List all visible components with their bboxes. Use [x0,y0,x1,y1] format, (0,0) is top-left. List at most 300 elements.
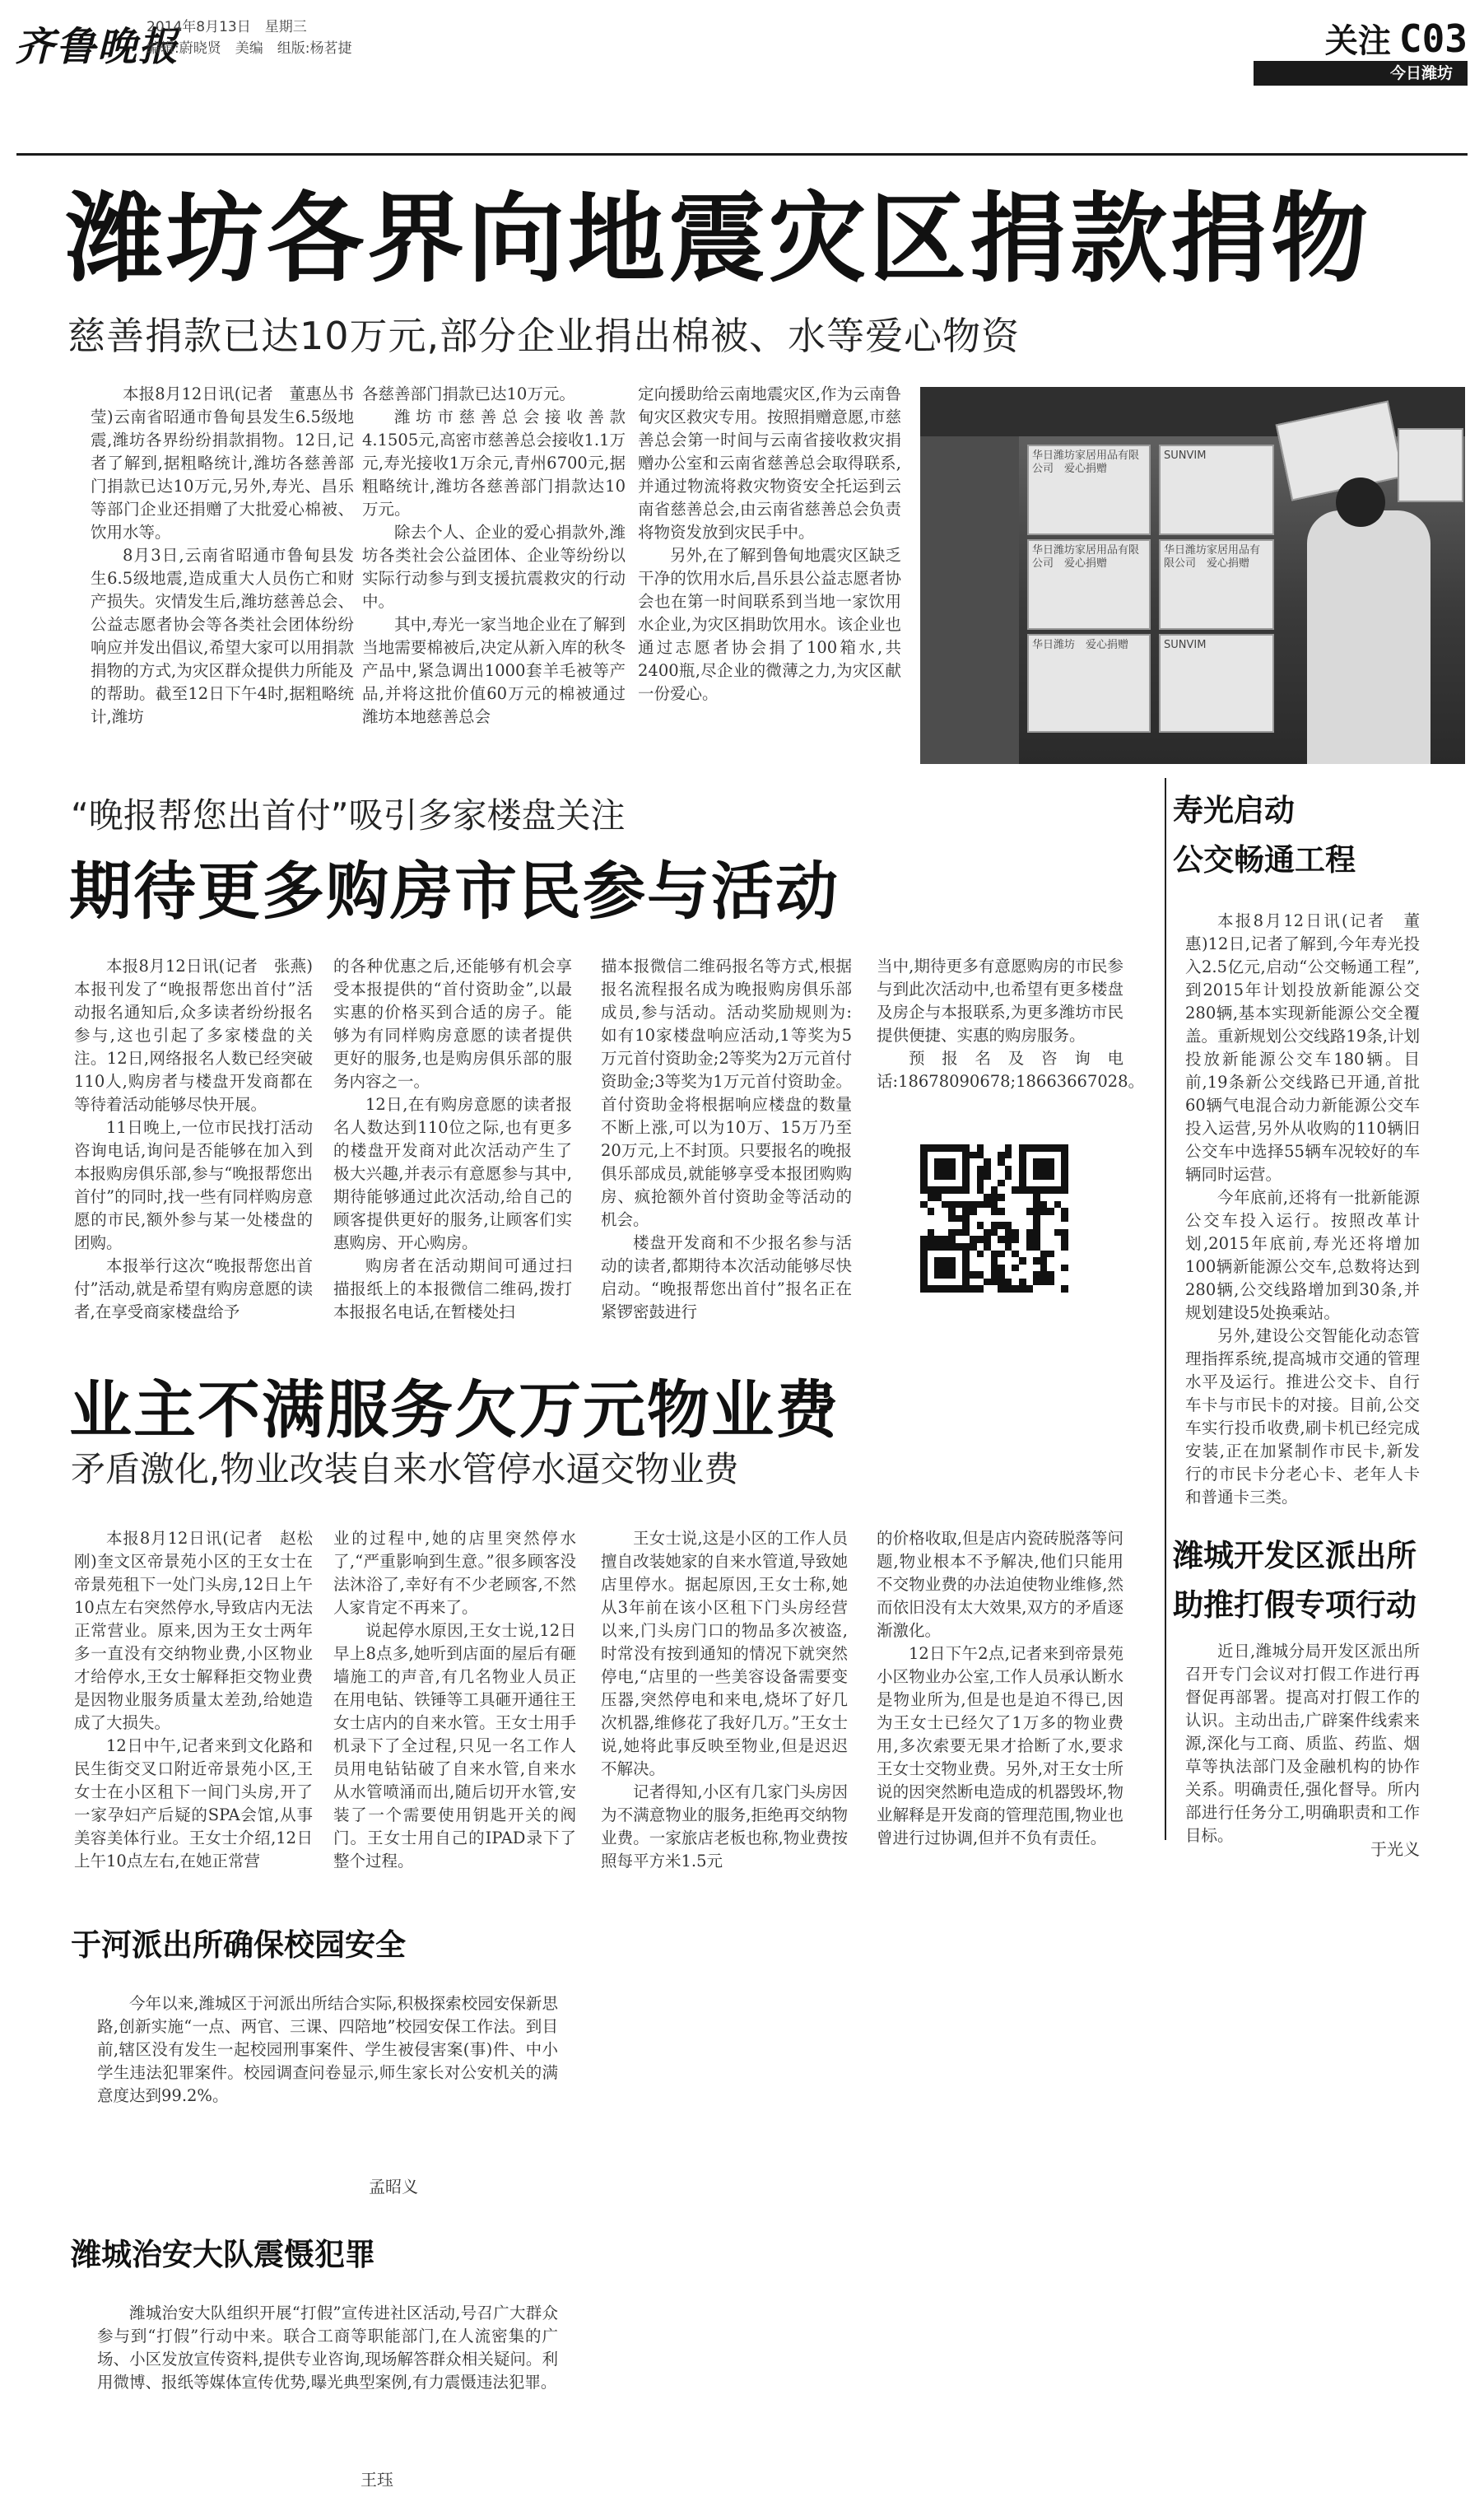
qr-module [1054,1144,1062,1152]
qr-module [956,1229,963,1237]
qr-module [1033,1152,1040,1159]
qr-module [998,1201,1005,1209]
qr-module [998,1265,1005,1272]
qr-module [948,1186,956,1194]
qr-module [998,1215,1005,1223]
qr-module [984,1279,991,1286]
qr-module [977,1208,984,1215]
qr-module [934,1152,942,1159]
qr-module [1019,1251,1026,1258]
qr-module [1061,1172,1068,1180]
qr-module [977,1158,984,1166]
qr-module [1061,1236,1068,1243]
qr-module [1047,1186,1054,1194]
qr-module [970,1180,977,1187]
lead-headline: 潍坊各界向地震灾区捐款捐物 [66,182,1372,296]
qr-module [970,1144,977,1152]
qr-module [942,1251,949,1258]
qr-module [1005,1251,1012,1258]
staff-line: 编辑:蔚晓贤 美编 组版:杨茗捷 [147,40,352,57]
qr-module [984,1251,991,1258]
side1-para-1: 本报8月12日讯(记者 董惠)12日,记者了解到,今年寿光投入2.5亿元,启动“公交畅通工程”,到2015年计划投放新能源公交280辆,基本实现新能源公交全覆盖。重新规划公交线路19条,计划投放新能源公交车180辆。目前,19条新公交线路已开通,首批60辆气电混合动力新能源公交车投入运营,另外从收购的110辆旧公交车中选择55辆车况较好的车辆同时运营。 [1185,911,1420,1184]
qr-module [970,1251,977,1258]
qr-module [1005,1271,1012,1279]
qr-module [1005,1285,1012,1293]
qr-module [991,1172,998,1180]
qr-module [948,1229,956,1237]
qr-module [1026,1229,1034,1237]
qr-module [1005,1180,1012,1187]
qr-module [920,1285,928,1293]
qr-module [1005,1201,1012,1209]
qr-module [1040,1243,1048,1251]
qr-module [1026,1201,1034,1209]
qr-module [928,1279,935,1286]
qr-module [970,1243,977,1251]
qr-module [1047,1158,1054,1166]
qr-module [991,1201,998,1209]
story3-column-3 [601,1527,848,1870]
qr-module [962,1144,970,1152]
brief1-byline: 孟昭义 [369,2177,418,2197]
qr-module [948,1194,956,1201]
qr-module [1005,1208,1012,1215]
qr-module [1047,1144,1054,1152]
qr-module [1047,1265,1054,1272]
qr-module [970,1158,977,1166]
qr-module [1054,1208,1062,1215]
qr-module [970,1285,977,1293]
qr-module [1047,1215,1054,1223]
qr-module [962,1285,970,1293]
qr-module [1026,1271,1034,1279]
qr-module [928,1201,935,1209]
qr-module [977,1243,984,1251]
qr-module [948,1201,956,1209]
qr-module [1019,1271,1026,1279]
qr-module [942,1208,949,1215]
qr-module [998,1194,1005,1201]
brief2-byline: 王珏 [361,2470,393,2490]
side1-headline [1173,786,1444,885]
qr-module [928,1152,935,1159]
qr-module [1054,1222,1062,1229]
qr-module [934,1201,942,1209]
qr-code[interactable] [920,1144,1068,1293]
qr-module [984,1158,991,1166]
qr-module [970,1236,977,1243]
qr-module [1054,1166,1062,1173]
qr-module [1040,1186,1048,1194]
qr-module [984,1215,991,1223]
qr-module [1033,1201,1040,1209]
qr-module [991,1279,998,1286]
story3-para-2: 12日中午,记者来到文化路和民生街交叉口附近帝景苑小区,王女士在小区租下一间门头房,开了一家孕妇产后疑的SPA会馆,从事美容美体行业。王女士介绍,12日上午10点左右,在她正常营 [74,1736,313,1870]
qr-module [962,1152,970,1159]
qr-module [1012,1208,1019,1215]
qr-module [1033,1186,1040,1194]
qr-module [991,1186,998,1194]
qr-module [977,1257,984,1265]
qr-module [928,1208,935,1215]
qr-module [1061,1229,1068,1237]
qr-module [956,1236,963,1243]
qr-module [1012,1201,1019,1209]
qr-module [948,1158,956,1166]
qr-module [1054,1236,1062,1243]
qr-module [1054,1243,1062,1251]
qr-module [934,1215,942,1223]
qr-module [1033,1257,1040,1265]
qr-module [928,1166,935,1173]
side2-headline-line-1: 潍城开发区派出所 [1173,1538,1417,1573]
qr-module [942,1172,949,1180]
qr-module [928,1236,935,1243]
lead-para-2: 8月3日,云南省昭通市鲁甸县发生6.5级地震,造成重大人员伤亡和财产损失。灾情发生后,潍坊慈善总会、公益志愿者协会等各类社会团体纷纷响应并发出倡议,希望大家可以用捐款捐物的方式,为灾区群众提供力所能及的帮助。截至12日下午4时,据粗略统计,潍坊 [91,546,354,726]
qr-module [956,1194,963,1201]
qr-module [956,1180,963,1187]
qr-module [998,1285,1005,1293]
qr-module [998,1180,1005,1187]
qr-module [920,1144,928,1152]
qr-module [1047,1222,1054,1229]
qr-module [1012,1180,1019,1187]
qr-module [984,1180,991,1187]
qr-module [1012,1152,1019,1159]
qr-module [984,1271,991,1279]
qr-module [998,1158,1005,1166]
story3-para-7: 的价格收取,但是店内瓷砖脱落等问题,物业根本不予解决,他们只能用不交物业费的办法迫使物业维修,然而依旧没有太大效果,双方的矛盾逐渐激化。 [877,1529,1123,1640]
qr-module [1033,1271,1040,1279]
qr-module [942,1257,949,1265]
qr-module [1061,1180,1068,1187]
qr-module [1005,1257,1012,1265]
qr-module [1040,1208,1048,1215]
qr-module [1019,1166,1026,1173]
qr-module [1019,1180,1026,1187]
qr-module [1054,1172,1062,1180]
qr-module [934,1279,942,1286]
qr-module [1047,1172,1054,1180]
qr-module [934,1166,942,1173]
qr-module [1054,1279,1062,1286]
qr-module [956,1251,963,1258]
qr-module [998,1243,1005,1251]
qr-module [984,1194,991,1201]
qr-module [1061,1186,1068,1194]
qr-module [956,1166,963,1173]
qr-module [934,1194,942,1201]
qr-module [962,1201,970,1209]
brief1-body [97,1992,558,2149]
qr-module [928,1144,935,1152]
qr-module [1061,1222,1068,1229]
qr-module [1040,1222,1048,1229]
qr-module [956,1172,963,1180]
qr-module [1019,1236,1026,1243]
qr-module [1054,1186,1062,1194]
qr-module [934,1222,942,1229]
worker-figure [1307,510,1431,764]
qr-module [1040,1285,1048,1293]
qr-module [956,1265,963,1272]
qr-module [977,1222,984,1229]
qr-module [1061,1257,1068,1265]
qr-module [984,1172,991,1180]
qr-module [942,1166,949,1173]
side1-headline-line-2: 公交畅通工程 [1173,842,1356,878]
qr-module [1054,1201,1062,1209]
lead-para-3: 各慈善部门捐款已达10万元。 [362,384,575,403]
qr-module [1047,1285,1054,1293]
qr-module [970,1208,977,1215]
qr-module [942,1265,949,1272]
qr-module [1040,1158,1048,1166]
story2-column-2 [333,955,572,1334]
qr-module [1012,1265,1019,1272]
box-label: 华日潍坊家居用品有限公司 爱心捐赠 [1032,450,1140,475]
box-5 [1159,539,1274,630]
qr-module [1054,1152,1062,1159]
qr-module [1033,1236,1040,1243]
qr-module [1047,1251,1054,1258]
qr-module [1040,1152,1048,1159]
qr-module [1012,1215,1019,1223]
qr-module [1026,1144,1034,1152]
qr-module [984,1285,991,1293]
qr-module [1054,1285,1062,1293]
qr-module [1047,1208,1054,1215]
qr-module [991,1158,998,1166]
qr-module [1061,1201,1068,1209]
qr-module [1054,1265,1062,1272]
qr-module [934,1158,942,1166]
qr-module [920,1166,928,1173]
qr-module [1026,1180,1034,1187]
qr-module [1026,1279,1034,1286]
side1-para-2: 今年底前,还将有一批新能源公交车投入运行。按照改革计划,2015年底前,寿光还将增加100辆新能源公交车,总数将达到280辆,公交线路增加到30条,并规划建设5处换乘站。 [1185,1188,1420,1322]
lead-para-6: 其中,寿光一家当地企业在了解到当地需要棉被后,决定从新入库的秋冬产品中,紧急调出1000套羊毛被等产品,并将这批价值60万元的棉被通过潍坊本地慈善总会 [362,615,626,726]
qr-module [1012,1186,1019,1194]
qr-module [1040,1265,1048,1272]
qr-module [948,1180,956,1187]
qr-module [1026,1194,1034,1201]
qr-module [1033,1144,1040,1152]
qr-module [1019,1208,1026,1215]
qr-module [934,1144,942,1152]
qr-module [942,1285,949,1293]
qr-module [948,1215,956,1223]
qr-module [977,1186,984,1194]
qr-module [1026,1186,1034,1194]
qr-module [956,1222,963,1229]
newspaper-logo: 齐鲁晚报 [15,24,180,70]
qr-module [1012,1222,1019,1229]
story3-para-8: 12日下午2点,记者来到帝景苑小区物业办公室,工作人员承认断水是物业所为,但是也是迫不得已,因为王女士已经欠了1万多的物业费用,多次索要无果才拾断了水,要求王女士交物业费。另外,对王女士所说的因突然断电造成的机器毁坏,物业解释是开发商的管理范围,物业也曾进行过协调,但并不负有责任。 [877,1644,1123,1847]
qr-module [977,1194,984,1201]
qr-module [1012,1144,1019,1152]
box-label: 华日潍坊家居用品有限公司 爱心捐赠 [1164,544,1261,570]
side2-headline [1173,1531,1457,1630]
qr-module [970,1194,977,1201]
qr-module [970,1166,977,1173]
qr-module [991,1236,998,1243]
qr-module [1054,1158,1062,1166]
qr-module [1012,1285,1019,1293]
qr-module [1047,1229,1054,1237]
qr-module [1005,1152,1012,1159]
story2-para-6: 购房者在活动期间可通过扫描报纸上的本报微信二维码,拨打本报报名电话,在暂楼处扫 [333,1256,572,1321]
qr-module [962,1265,970,1272]
qr-module [934,1236,942,1243]
lead-para-8: 另外,在了解到鲁甸地震灾区缺乏干净的饮用水后,昌乐县公益志愿者协会也在第一时间联系到当地一家饮用水企业,为灾区捐助饮用水。该企业也通过志愿者协会捐了100箱水,共2400瓶,尽企业的微薄之力,为灾区献一份爱心。 [638,546,901,703]
qr-module [1047,1180,1054,1187]
qr-module [962,1236,970,1243]
box-label: SUNVIM [1164,639,1207,651]
qr-module [1012,1172,1019,1180]
qr-module [920,1265,928,1272]
qr-module [962,1229,970,1237]
qr-module [984,1152,991,1159]
qr-module [1040,1279,1048,1286]
brief2-body [97,2302,558,2458]
qr-module [1047,1194,1054,1201]
qr-module [962,1186,970,1194]
qr-module [962,1271,970,1279]
qr-module [1033,1172,1040,1180]
qr-module [920,1201,928,1209]
qr-module [962,1180,970,1187]
qr-module [928,1243,935,1251]
qr-module [984,1236,991,1243]
box-1 [1027,445,1151,535]
qr-module [942,1180,949,1187]
qr-module [1026,1172,1034,1180]
qr-module [1061,1166,1068,1173]
qr-module [998,1186,1005,1194]
qr-module [991,1271,998,1279]
side2-byline: 于光义 [1370,1839,1420,1859]
qr-module [1005,1144,1012,1152]
qr-module [1061,1144,1068,1152]
qr-module [984,1144,991,1152]
qr-module [920,1158,928,1166]
story3-column-4 [877,1527,1123,1865]
qr-module [1019,1194,1026,1201]
qr-module [970,1172,977,1180]
qr-module [998,1236,1005,1243]
qr-module [991,1243,998,1251]
qr-module [962,1208,970,1215]
masthead-meta [147,16,351,59]
qr-module [928,1251,935,1258]
qr-module [1061,1152,1068,1159]
qr-module [1047,1279,1054,1286]
qr-module [934,1257,942,1265]
story2-para-7: 描本报微信二维码报名等方式,根据报名流程报名成为晚报购房俱乐部成员,参与活动。活动奖励规则为:如有10家楼盘响应活动,1等奖为5万元首付资助金;2等奖为2万元首付资助金;3等奖为1万元首付资助金。首付资助金将根据响应楼盘的数量不断上涨,可以为10万、15万乃至20万元,上不封顶。只要报名的晚报俱乐部成员,就能够享受本报团购购房、疯抢额外首付资助金等活动的机会。 [601,957,852,1229]
qr-module [1026,1257,1034,1265]
qr-module [991,1152,998,1159]
side1-body [1185,910,1420,1507]
brief2-para: 潍城治安大队组织开展“打假”宣传进社区活动,号召广大群众参与到“打假”行动中来。联合工商等职能部门,在人流密集的广场、小区发放宣传资料,提供专业咨询,现场解答群众相关疑问。利用微博、报纸等媒体宣传优势,曝光典型案例,有力震慑违法犯罪。 [97,2304,558,2392]
qr-module [1054,1194,1062,1201]
qr-module [948,1257,956,1265]
story2-para-10: 预报名及咨询电话:18678090678;18663667028。 [877,1049,1145,1091]
qr-module [1005,1186,1012,1194]
qr-module [920,1229,928,1237]
qr-module [977,1172,984,1180]
qr-module [977,1229,984,1237]
qr-module [1005,1215,1012,1223]
lead-para-7: 定向援助给云南地震灾区,作为云南鲁甸灾区救灾专用。按照捐赠意愿,市慈善总会第一时间与云南省接收救灾捐赠办公室和云南省慈善总会取得联系,并通过物流将救灾物资安全托运到云南省慈善总会,由云南省慈善总会负责将物资发放到灾民手中。 [638,384,901,542]
story3-para-1: 本报8月12日讯(记者 赵松刚)奎文区帝景苑小区的王女士在帝景苑租下一处门头房,12日上午10点左右突然停水,导致店内无法正常营业。原来,因为王女士两年多一直没有交纳物业费,小区物业才给停水,王女士解释拒交物业费是因物业服务质量太差劲,给她造成了大损失。 [74,1529,313,1732]
qr-module [1019,1265,1026,1272]
qr-module [1019,1144,1026,1152]
side2-para-1: 近日,潍城分局开发区派出所召开专门会议对打假工作进行再督促再部署。提高对打假工作的认识。主动出击,广辟案件线索来源,深化与工商、质监、药监、烟草等执法部门及金融机构的协作关系。明确责任,强化督导。所内部进行任务分工,明确职责和工作目标。 [1185,1642,1420,1845]
lead-column-3 [638,383,901,766]
qr-module [920,1236,928,1243]
qr-module [1012,1236,1019,1243]
box-label: 华日潍坊 爱心捐赠 [1032,639,1129,651]
qr-module [948,1166,956,1173]
truck-door [920,436,1019,764]
qr-module [1005,1229,1012,1237]
qr-module [1005,1194,1012,1201]
qr-module [991,1194,998,1201]
qr-module [1061,1251,1068,1258]
qr-module [970,1201,977,1209]
qr-module [1033,1279,1040,1286]
qr-module [948,1271,956,1279]
qr-module [970,1186,977,1194]
qr-module [1026,1166,1034,1173]
qr-module [1054,1229,1062,1237]
qr-module [1061,1194,1068,1201]
qr-module [948,1208,956,1215]
qr-module [956,1144,963,1152]
qr-module [1054,1180,1062,1187]
qr-module [1026,1236,1034,1243]
qr-module [1061,1208,1068,1215]
qr-module [1012,1166,1019,1173]
qr-module [920,1271,928,1279]
qr-module [1019,1201,1026,1209]
qr-module [984,1257,991,1265]
qr-module [948,1144,956,1152]
qr-module [1026,1158,1034,1166]
qr-module [1005,1222,1012,1229]
brief1-para: 今年以来,潍城区于河派出所结合实际,积极探索校园安保新思路,创新实施“一点、两官、三课、四陪地”校园安保工作法。到目前,辖区没有发生一起校园刑事案件、学生被侵害案(事)件、中小学生违法犯罪案件。校园调查问卷显示,师生家长对公安机关的满意度达到99.2%。 [97,1994,558,2105]
lead-para-1: 本报8月12日讯(记者 董惠丛书莹)云南省昭通市鲁甸县发生6.5级地震,潍坊各界纷纷捐款捐物。12日,记者了解到,据粗略统计,潍坊各慈善部门捐款已达10万元,另外,寿光、昌乐等部门企业还捐赠了大批爱心棉被、饮用水等。 [91,384,354,542]
qr-module [1033,1180,1040,1187]
qr-module [1040,1166,1048,1173]
qr-module [956,1215,963,1223]
qr-module [1040,1236,1048,1243]
qr-module [998,1251,1005,1258]
qr-module [1061,1271,1068,1279]
qr-module [1054,1215,1062,1223]
qr-module [1005,1265,1012,1272]
story3-para-4: 说起停水原因,王女士说,12日早上8点多,她听到店面的屋后有砸墙施工的声音,有几名物业人员正在用电钻、铁锤等工具砸开通往王女士店内的自来水管。王女士用手机录下了全过程,只见一名工作人员用电钻钻破了自来水管,自来水从水管喷涌而出,随后切开水管,安装了一个需要使用钥匙开关的阀门。王女士用自己的IPAD录下了整个过程。 [333,1621,576,1870]
qr-module [998,1144,1005,1152]
qr-module [948,1236,956,1243]
qr-module [1012,1279,1019,1286]
qr-module [1012,1251,1019,1258]
qr-module [942,1194,949,1201]
qr-module [1040,1215,1048,1223]
story2-para-5: 12日,在有购房意愿的读者报名人数达到110位之际,也有更多的楼盘开发商对此次活动产生了极大兴趣,并表示有意愿参与其中,期待能够通过此次活动,给自己的顾客提供更好的服务,让顾客们实惠购房、开心购房。 [333,1095,572,1252]
qr-module [1005,1166,1012,1173]
